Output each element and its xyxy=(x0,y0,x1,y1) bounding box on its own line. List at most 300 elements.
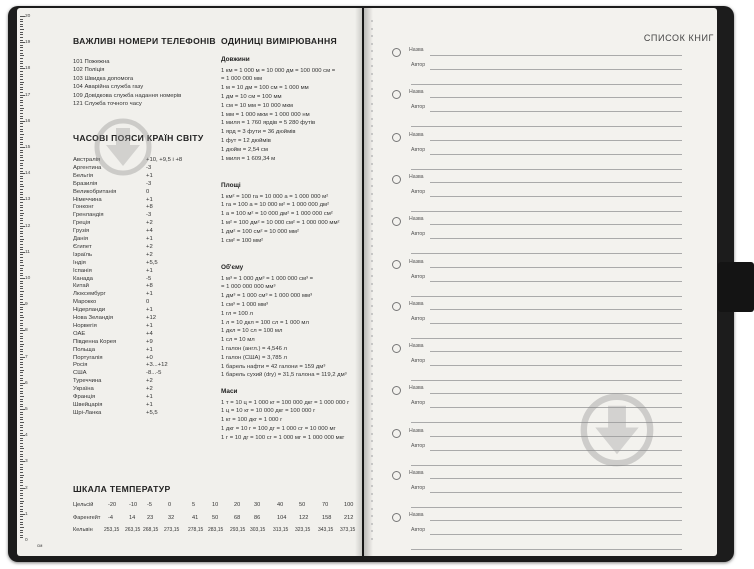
timezone-country: Гренландія xyxy=(73,212,104,219)
perforation-dot xyxy=(371,425,373,427)
book-author-line xyxy=(430,196,682,197)
perforation-dot xyxy=(371,238,373,240)
ruler-tick xyxy=(20,443,23,444)
ruler-tick xyxy=(20,469,23,470)
timezone-offset: +5,5 xyxy=(146,409,158,416)
perforation-dot xyxy=(371,253,373,255)
ruler-tick xyxy=(20,215,23,216)
temperature-value: -5 xyxy=(147,502,152,508)
timezone-country: Люксембург xyxy=(73,291,106,298)
timezone-country: Індія xyxy=(73,259,86,266)
temperature-value: 86 xyxy=(254,514,261,521)
ruler-tick xyxy=(20,260,23,261)
book-author-label: Автор xyxy=(411,104,426,111)
ruler-tick xyxy=(20,501,24,502)
ruler-number: 19 xyxy=(25,40,31,46)
ruler-tick xyxy=(20,456,23,457)
perforation-dot xyxy=(371,320,373,322)
book-author-label: Автор xyxy=(411,273,426,280)
ruler-tick xyxy=(20,364,23,365)
ruler-tick xyxy=(20,286,23,287)
timezone-offset: -3 xyxy=(146,212,152,219)
temperature-value: 343,15 xyxy=(318,527,334,533)
temperature-title: ШКАЛА ТЕМПЕРАТУР xyxy=(73,484,171,494)
book-author-line xyxy=(430,154,682,155)
timezone-offset: +5,5 xyxy=(146,259,158,266)
ruler-tick xyxy=(20,278,25,279)
timezone-country: Південна Корея xyxy=(73,338,117,345)
ruler-tick xyxy=(20,283,23,284)
ruler-tick xyxy=(20,55,24,56)
timezone-country: Греція xyxy=(73,220,91,227)
ruler-tick xyxy=(20,446,23,447)
ruler-tick xyxy=(20,197,23,198)
perforation-dot xyxy=(371,448,373,450)
timezone-offset: +2 xyxy=(146,386,153,393)
timezone-offset: +1 xyxy=(146,346,153,353)
ruler-tick xyxy=(20,475,24,476)
timezone-offset: +12 xyxy=(146,315,156,321)
temperature-value: 30 xyxy=(254,502,261,508)
unit-conversion: 1 л = 10 дкл = 100 сл = 1 000 мл xyxy=(221,319,309,326)
perforation-dot xyxy=(371,95,373,97)
timezone-country: Китай xyxy=(73,283,89,290)
perforation-dot xyxy=(371,463,373,465)
book-author-line xyxy=(430,111,682,112)
unit-conversion: 1 см³ = 1 000 мм³ xyxy=(221,301,269,308)
unit-conversion: 1 см² = 100 мм² xyxy=(221,237,264,244)
book-notes-line xyxy=(411,549,682,550)
ruler-tick xyxy=(20,74,23,75)
book-name-label: Назва xyxy=(409,216,424,223)
ruler-tick xyxy=(20,414,23,415)
ruler-number: 10 xyxy=(25,276,31,281)
ruler-tick xyxy=(20,29,24,30)
temperature-scale-label: Кельвін xyxy=(73,527,93,533)
temperature-value: 5 xyxy=(192,502,196,508)
perforation-dot xyxy=(371,20,373,22)
book-author-label: Автор xyxy=(411,315,426,322)
book-name-label: Назва xyxy=(409,470,424,476)
ruler-tick xyxy=(20,498,23,499)
ruler-tick xyxy=(20,309,23,310)
timezone-country: Данія xyxy=(73,236,89,242)
ruler-tick xyxy=(20,134,24,135)
perforation-dot xyxy=(371,305,373,307)
ruler-tick xyxy=(20,351,23,352)
ruler-tick xyxy=(20,440,23,441)
ruler-tick xyxy=(20,378,23,379)
ruler-tick xyxy=(20,95,25,96)
perforation-dot xyxy=(371,508,373,510)
unit-conversion: 1 кг = 100 дкг = 1 000 г xyxy=(221,417,283,424)
unit-conversion: 1 барель нафти = 42 галони = 159 дм³ xyxy=(221,363,326,370)
ruler-tick xyxy=(20,412,23,413)
book-entry xyxy=(392,260,684,300)
ruler-tick xyxy=(20,160,24,161)
book-author-label: Автор xyxy=(411,485,426,491)
ruler-tick xyxy=(20,105,23,106)
book-name-line xyxy=(430,224,682,225)
ruler-tick xyxy=(20,108,24,109)
entry-bullet-icon xyxy=(392,260,401,269)
phone-number: 109 Довідкова служба надання номерів xyxy=(73,92,182,99)
perforation-dot xyxy=(371,523,373,525)
timezone-country: Бельгія xyxy=(73,172,94,179)
book-name-label: Назва xyxy=(409,89,424,96)
book-entry xyxy=(392,90,684,130)
ruler-tick xyxy=(20,325,23,326)
perforation-dot xyxy=(371,388,373,390)
ruler-tick xyxy=(20,401,23,402)
ruler-tick xyxy=(20,451,23,452)
ruler-tick xyxy=(20,435,25,436)
ruler-tick xyxy=(20,254,23,255)
ruler-tick xyxy=(20,535,23,536)
ruler-number: 13 xyxy=(25,197,31,203)
perforation-dot xyxy=(371,178,373,180)
book-author-line xyxy=(430,69,682,70)
entry-bullet-icon xyxy=(392,217,401,226)
temperature-value: 122 xyxy=(299,514,309,521)
ruler-tick xyxy=(20,45,23,46)
phones-title: ВАЖЛИВІ НОМЕРИ ТЕЛЕФОНІВ xyxy=(73,36,216,46)
ruler-tick xyxy=(20,464,23,465)
ruler-tick xyxy=(20,21,23,22)
ruler-tick xyxy=(20,244,23,245)
timezone-country: Польща xyxy=(73,346,96,353)
ruler-tick xyxy=(20,467,23,468)
ruler-tick xyxy=(20,189,23,190)
ruler-tick xyxy=(20,503,23,504)
entry-bullet-icon xyxy=(392,513,401,522)
ruler-tick xyxy=(20,186,24,187)
ruler-tick xyxy=(20,393,23,394)
timezone-offset: +2 xyxy=(146,251,153,258)
perforation-dot xyxy=(371,283,373,285)
temperature-value: 41 xyxy=(192,514,199,521)
temperature-value: 278,15 xyxy=(188,527,204,533)
ruler-tick xyxy=(20,257,23,258)
timezone-offset: +1 xyxy=(146,196,153,203)
ruler-tick xyxy=(20,116,23,117)
ruler-tick xyxy=(20,422,24,423)
ruler-tick xyxy=(20,302,23,303)
ruler-tick xyxy=(20,530,23,531)
perforation-dot xyxy=(371,133,373,135)
temperature-value: 50 xyxy=(299,502,306,508)
ruler-tick xyxy=(20,391,23,392)
ruler-tick xyxy=(20,228,23,229)
temperature-value: 10 xyxy=(212,502,219,508)
ruler-tick xyxy=(20,320,23,321)
temperature-scale-label: Цельсій xyxy=(73,502,94,508)
temperature-value: 313,15 xyxy=(273,527,289,533)
ruler-tick xyxy=(20,488,25,489)
ruler-tick xyxy=(20,66,23,67)
perforation-dots xyxy=(371,20,374,545)
perforation-dot xyxy=(371,200,373,202)
ruler-tick xyxy=(20,511,23,512)
book-name-label: Назва xyxy=(409,385,424,392)
entry-bullet-icon xyxy=(392,471,401,480)
book-notes-line xyxy=(411,338,682,339)
perforation-dot xyxy=(371,350,373,352)
timezone-offset: -3 xyxy=(146,180,152,187)
ruler-tick xyxy=(20,506,23,507)
temperature-value: 303,15 xyxy=(250,527,266,533)
temperature-value: 212 xyxy=(344,514,354,521)
timezone-offset: +1 xyxy=(146,394,153,400)
book-author-line xyxy=(430,281,682,282)
timezone-country: Німеччина xyxy=(73,196,102,203)
perforation-dot xyxy=(371,73,373,75)
ruler-tick xyxy=(20,205,23,206)
ruler-tick xyxy=(20,448,24,449)
ruler-tick xyxy=(20,461,25,462)
ruler-tick xyxy=(20,383,25,384)
unit-conversion: 1 а = 100 м² = 10 000 дм² = 1 000 000 см² xyxy=(221,211,333,218)
timezones-title: ЧАСОВІ ПОЯСИ КРАЇН СВІТУ xyxy=(73,133,204,143)
unit-conversion: 1 дкг = 10 г = 100 дг = 1 000 сг = 10 000 мг xyxy=(221,425,336,432)
ruler-tick xyxy=(20,118,23,119)
ruler-tick xyxy=(20,92,23,93)
timezone-offset: +1 xyxy=(146,236,153,242)
ruler-tick xyxy=(20,354,23,355)
ruler-tick xyxy=(20,459,23,460)
ruler-tick xyxy=(20,341,23,342)
ruler-tick xyxy=(20,336,23,337)
unit-conversion: 1 мм = 1 000 мкм = 1 000 000 нм xyxy=(221,111,310,118)
ruler-tick xyxy=(20,359,23,360)
elastic-band xyxy=(718,262,754,312)
phone-number: 121 Служба точного часу xyxy=(73,101,142,107)
book-name-label: Назва xyxy=(409,258,424,265)
ruler-tick xyxy=(20,97,23,98)
timezone-offset: +1 xyxy=(146,401,153,408)
ruler-tick xyxy=(20,482,23,483)
temperature-value: 253,15 xyxy=(104,527,120,533)
ruler-tick xyxy=(20,522,23,523)
ruler-tick xyxy=(20,220,23,221)
timezone-offset: +10, +9,5 і +8 xyxy=(146,157,183,163)
unit-conversion: 1 фут = 12 дюймів xyxy=(221,137,271,144)
timezone-offset: +3...+12 xyxy=(146,362,168,369)
perforation-dot xyxy=(371,403,373,405)
book-entry xyxy=(392,302,684,342)
ruler-tick xyxy=(20,100,23,101)
perforation-dot xyxy=(371,358,373,360)
perforation-dot xyxy=(371,433,373,435)
perforation-dot xyxy=(371,313,373,315)
ruler-tick xyxy=(20,399,23,400)
ruler-number: 16 xyxy=(25,118,31,124)
ruler-tick xyxy=(20,16,25,17)
temperature-value: 323,15 xyxy=(295,527,311,533)
unit-conversion: 1 дкл = 10 сл = 100 мл xyxy=(221,328,283,335)
ruler-tick xyxy=(20,427,23,428)
book-notes-line xyxy=(411,126,682,127)
unit-conversion: 1 м² = 100 дм² = 10 000 см² = 1 000 000 мм² xyxy=(221,219,340,226)
timezone-country: ОАЕ xyxy=(73,330,86,337)
ruler-tick xyxy=(20,239,24,240)
ruler-tick xyxy=(20,231,23,232)
book-notes-line xyxy=(411,84,682,85)
ruler-tick xyxy=(20,249,23,250)
unit-conversion: 1 галон (США) = 3,785 л xyxy=(221,354,287,361)
ruler-tick xyxy=(20,404,23,405)
timezone-country: Нідерланди xyxy=(73,307,106,314)
units-title: ОДИНИЦІ ВИМІРЮВАННЯ xyxy=(221,36,338,46)
temperature-value: 14 xyxy=(129,514,136,521)
ruler-tick xyxy=(20,304,25,305)
ruler-tick xyxy=(20,514,25,515)
ruler-tick xyxy=(20,113,23,114)
ruler-number: 2 xyxy=(25,485,28,491)
ruler-tick xyxy=(20,493,23,494)
ruler-tick xyxy=(20,247,23,248)
cm-ruler xyxy=(20,16,32,546)
ruler-tick xyxy=(20,84,23,85)
book-name-label: Назва xyxy=(409,512,424,519)
ruler-tick xyxy=(20,438,23,439)
unit-conversion: 1 ц = 10 кг = 10 000 дкг = 100 000 г xyxy=(221,408,316,415)
ruler-tick xyxy=(20,37,23,38)
ruler-tick xyxy=(20,184,23,185)
ruler-tick xyxy=(20,406,23,407)
ruler-tick xyxy=(20,150,23,151)
timezone-country: Росія xyxy=(73,362,88,369)
book-author-line xyxy=(430,238,682,239)
ruler-tick xyxy=(20,87,23,88)
perforation-dot xyxy=(371,365,373,367)
perforation-dot xyxy=(371,298,373,300)
temperature-value: -4 xyxy=(108,514,113,521)
ruler-tick xyxy=(20,34,23,35)
ruler-tick xyxy=(20,527,24,528)
ruler-tick xyxy=(20,76,23,77)
temperature-value: 68 xyxy=(234,514,241,521)
timezone-offset: +1 xyxy=(146,291,153,298)
ruler-number: 14 xyxy=(25,171,31,177)
ruler-tick xyxy=(20,147,25,148)
phone-number: 101 Пожежна xyxy=(73,59,110,65)
timezone-country: Ізраїль xyxy=(73,251,93,258)
ruler-tick xyxy=(20,144,23,145)
ruler-tick xyxy=(20,210,23,211)
ruler-tick xyxy=(20,155,23,156)
ruler-tick xyxy=(20,24,23,25)
perforation-dot xyxy=(371,455,373,457)
ruler-number: 8 xyxy=(25,328,28,334)
ruler-tick xyxy=(20,433,23,434)
watermark-arrow-icon xyxy=(94,118,152,176)
timezone-country: Франція xyxy=(73,394,96,400)
phone-number: 102 Поліція xyxy=(73,67,105,74)
perforation-dot xyxy=(371,275,373,277)
temperature-value: 273,15 xyxy=(164,527,180,533)
unit-conversion: = 1 000 000 000 мм³ xyxy=(221,284,276,291)
unit-conversion: 1 миля = 1 760 ярдів = 5 280 футів xyxy=(221,120,316,127)
perforation-dot xyxy=(371,530,373,532)
ruler-tick xyxy=(20,454,23,455)
ruler-tick xyxy=(20,163,23,164)
ruler-tick xyxy=(20,199,25,200)
perforation-dot xyxy=(371,215,373,217)
unit-conversion: 1 см = 10 мм = 10 000 мкм xyxy=(221,102,293,109)
temperature-value: 283,15 xyxy=(208,527,224,533)
perforation-dot xyxy=(371,418,373,420)
timezone-offset: +1 xyxy=(146,172,153,179)
ruler-tick xyxy=(20,157,23,158)
timezone-country: Україна xyxy=(73,386,94,393)
book-name-line xyxy=(430,520,682,521)
ruler-tick xyxy=(20,58,23,59)
ruler-tick xyxy=(20,53,23,54)
ruler-tick xyxy=(20,61,23,62)
ruler-tick xyxy=(20,202,23,203)
ruler-number: 20 xyxy=(25,14,31,19)
timezone-country: Єгипет xyxy=(73,243,92,250)
unit-conversion: 1 галон (англ.) = 4,546 л xyxy=(221,345,287,352)
unit-conversion: 1 гл = 100 л xyxy=(221,310,253,317)
unit-conversion: 1 г = 10 дг = 100 сг = 1 000 мг = 1 000 000 мкг xyxy=(221,434,345,441)
timezone-offset: +0 xyxy=(146,354,153,361)
unit-conversion: 1 дм³ = 1 000 см³ = 1 000 000 мм³ xyxy=(221,293,313,300)
perforation-dot xyxy=(371,50,373,52)
perforation-dot xyxy=(371,290,373,292)
ruler-tick xyxy=(20,477,23,478)
ruler-tick xyxy=(20,294,23,295)
book-entry xyxy=(392,513,684,553)
book-notes-line xyxy=(411,296,682,297)
book-name-line xyxy=(430,267,682,268)
ruler-tick xyxy=(20,241,23,242)
ruler-tick xyxy=(20,181,23,182)
timezone-country: Шрі-Ланка xyxy=(73,409,102,416)
perforation-dot xyxy=(371,470,373,472)
ruler-tick xyxy=(20,207,23,208)
timezone-offset: -5 xyxy=(146,275,152,282)
ruler-tick xyxy=(20,296,23,297)
book-notes-line xyxy=(411,380,682,381)
unit-conversion: 1 км = 1 000 м = 10 000 дм = 100 000 см = xyxy=(221,67,336,74)
timezone-country: США xyxy=(73,370,87,377)
unit-conversion: 1 м = 10 дм = 100 см = 1 000 мм xyxy=(221,85,309,92)
book-notes-line xyxy=(411,211,682,212)
perforation-dot xyxy=(371,485,373,487)
perforation-dot xyxy=(371,478,373,480)
ruler-tick xyxy=(20,26,23,27)
ruler-tick xyxy=(20,126,23,127)
timezone-offset: +2 xyxy=(146,243,153,250)
ruler-tick xyxy=(20,367,23,368)
perforation-dot xyxy=(371,500,373,502)
book-name-line xyxy=(430,55,682,56)
book-notes-line xyxy=(411,507,682,508)
ruler-tick xyxy=(20,380,23,381)
unit-conversion: 1 га = 100 а = 10 000 м² = 1 000 000 дм² xyxy=(221,202,330,209)
temperature-value: 263,15 xyxy=(125,527,141,533)
ruler-tick xyxy=(20,233,23,234)
perforation-dot xyxy=(371,28,373,30)
perforation-dot xyxy=(371,515,373,517)
perforation-dot xyxy=(371,103,373,105)
perforation-dot xyxy=(371,148,373,150)
ruler-tick xyxy=(20,213,24,214)
perforation-dot xyxy=(371,328,373,330)
ruler-tick xyxy=(20,71,23,72)
